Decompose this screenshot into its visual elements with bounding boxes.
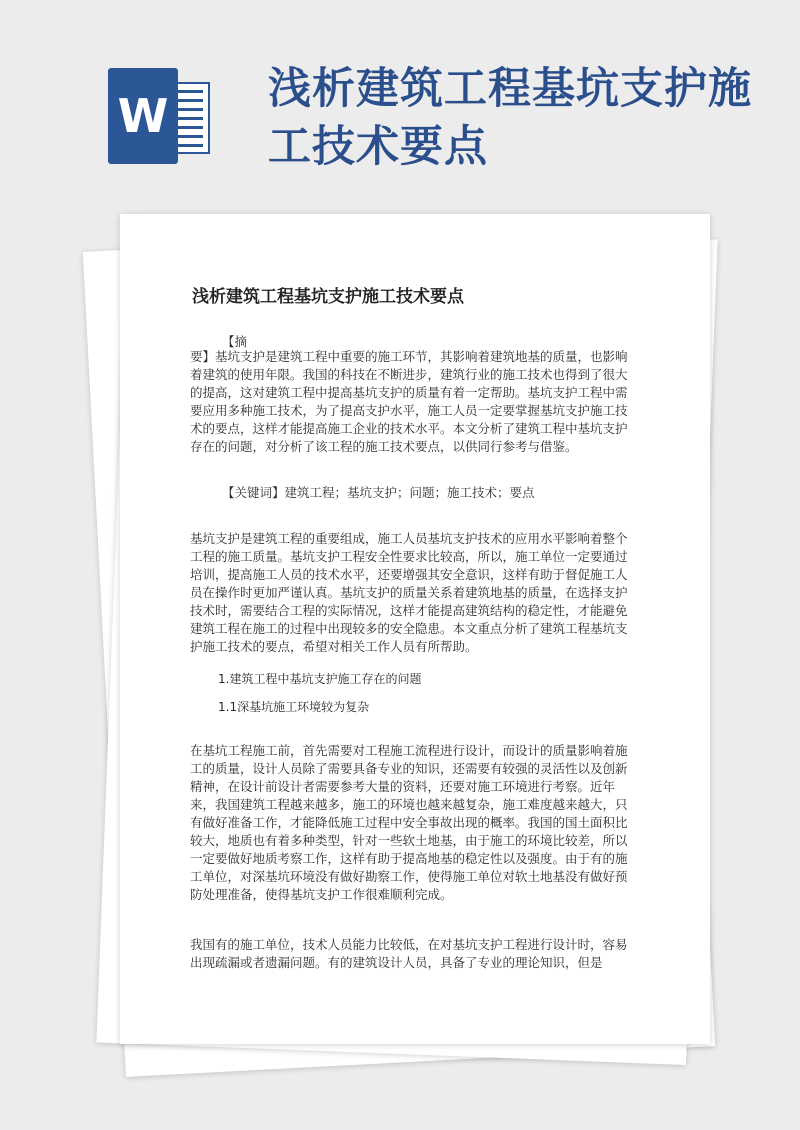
word-w-icon: W — [108, 68, 178, 164]
body-paragraph-1: 在基坑工程施工前，首先需要对工程施工流程进行设计，而设计的质量影响着施工的质量，设计人员除了需要具备专业的知识，还需要有较强的灵活性以及创新精神，在设计前设计者需要参考大量的资料，还要对施工环境进行考察。近年来，我国建筑工程越来越多，施工的环境也越来越复杂，施工难度越来越大，只有做好准备工作，才能降低施工过程中安全事故出现的概率。我国的国土面积比较大，地质也有着多种类型，针对一些软土地基，由于施工的环境比较差，所以一定要做好地质考察工作，这样有助于提高地基的稳定性以及强度。由于有的施工单位，对深基坑环境没有做好勘察工作，使得施工单位对软土地基没有做好预防处理准备，使得基坑支护工作很难顺利完成。 — [190, 743, 628, 902]
abstract-text: 要】基坑支护是建筑工程中重要的施工环节，其影响着建筑地基的质量，也影响着建筑的使用年限。我国的科技在不断进步，建筑行业的施工技术也得到了很大的提高，这对建筑工程中提高基坑支护的质量有着一定帮助。基坑支护工程中需要应用多种施工技术，为了提高支护水平，施工人员一定要掌握基坑支护施工技术的要点，这样才能提高施工企业的技术水平。本文分析了建筑工程中基坑支护存在的问题，对分析了该工程的施工技术要点，以供同行参考与借鉴。 — [190, 349, 628, 454]
intro-paragraph: 基坑支护是建筑工程的重要组成，施工人员基坑支护技术的应用水平影响着整个工程的施工质量。基坑支护工程安全性要求比较高，所以，施工单位一定要通过培训，提高施工人员的技术水平，还要增强其安全意识，这样有助于督促施工人员在操作时更加严谨认真。基坑支护的质量关系着建筑地基的质量，在选择支护技术时，需要结合工程的实际情况，这样才能提高建筑结构的稳定性，才能避免建筑工程在施工的过程中出现较多的安全隐患。本文重点分析了建筑工程基坑支护施工技术的要点，希望对相关工作人员有所帮助。 — [190, 531, 628, 654]
document-title: 浅析建筑工程基坑支护施工技术要点 — [192, 287, 464, 307]
word-logo — [108, 62, 216, 170]
keywords: 【关键词】建筑工程；基坑支护；问题；施工技术；要点 — [222, 485, 535, 500]
section-heading-1-1: 1.1深基坑施工环境较为复杂 — [218, 700, 370, 714]
document-page — [120, 214, 710, 1044]
abstract-label: 【摘 — [222, 334, 248, 349]
banner-title: 浅析建筑工程基坑支护施工技术要点 — [268, 64, 752, 172]
section-heading-1: 1.建筑工程中基坑支护施工存在的问题 — [218, 672, 422, 686]
body-paragraph-2: 我国有的施工单位，技术人员能力比较低，在对基坑支护工程进行设计时，容易出现疏漏或者遗漏问题。有的建筑设计人员，具备了专业的理论知识，但是 — [190, 937, 628, 970]
